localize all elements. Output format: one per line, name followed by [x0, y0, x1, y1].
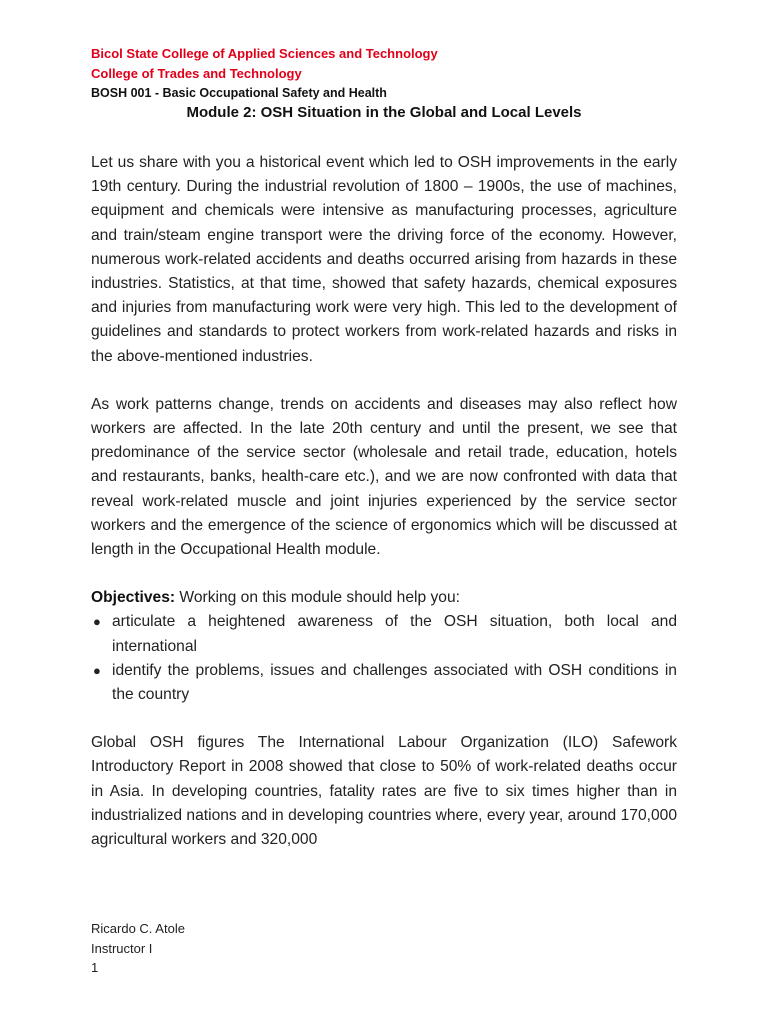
objectives-intro: Working on this module should help you: — [175, 589, 460, 607]
paragraph-history: Let us share with you a historical event which led to OSH improvements in the early 19th century. During the industrial revolution of 1800 – 1900s, the use of machines, equipment and chemicals were intensive as manufacturing processes, agriculture and train/steam engine transport were the driving force of the economy. However, numerous work-related accidents and deaths occurred arising from hazards in these industries. Statistics, at that time, showed that safety hazards, chemical exposures and injuries from manufacturing work were very high. This led to the development of guidelines and standards to protect workers from work-related hazards and risks in the above-mentioned industries. — [91, 154, 677, 365]
list-item — [91, 659, 677, 707]
document-body — [91, 151, 677, 876]
objective-text: identify the problems, issues and challenges associated with OSH conditions in the country — [112, 661, 677, 704]
college-name: College of Trades and Technology — [91, 66, 302, 81]
course-code: BOSH 001 - Basic Occupational Safety and Health — [91, 86, 387, 100]
page-number: 1 — [91, 960, 99, 975]
list-item — [91, 610, 677, 658]
author-name: Ricardo C. Atole — [91, 921, 185, 936]
bullet-icon: ● — [93, 614, 101, 630]
objectives-heading — [91, 586, 677, 610]
paragraph-work-patterns: As work patterns change, trends on accidents and diseases may also reflect how workers are affected. In the late 20th century and until the present, we see that predominance of the service sector (wholesale and retail trade, education, hotels and restaurants, banks, health-care etc.), and we are now confronted with data that reveal work-related muscle and joint injuries experienced by the service sector workers and the emergence of the science of ergonomics which will be discussed at length in the Occupational Health module. — [91, 395, 677, 559]
module-title: Module 2: OSH Situation in the Global and Local Levels — [186, 104, 582, 121]
document-footer — [91, 919, 185, 978]
paragraph-global-figures: Global OSH figures The International Labour Organization (ILO) Safework Introductory Report in 2008 showed that close to 50% of work-related deaths occur in Asia. In developing countries, fatality rates are five to six times higher than in industrialized nations and in developing countries where, every year, around 170,000 agricultural workers and 320,000 — [91, 734, 677, 849]
objectives-list — [91, 610, 677, 707]
objective-text: articulate a heightened awareness of the OSH situation, both local and international — [112, 613, 677, 655]
author-position: Instructor I — [91, 940, 153, 956]
objectives-label: Objectives: — [91, 589, 176, 607]
institution-name: Bicol State College of Applied Sciences and Technology — [91, 46, 438, 61]
document-header — [91, 44, 691, 102]
bullet-icon: ● — [93, 662, 101, 678]
